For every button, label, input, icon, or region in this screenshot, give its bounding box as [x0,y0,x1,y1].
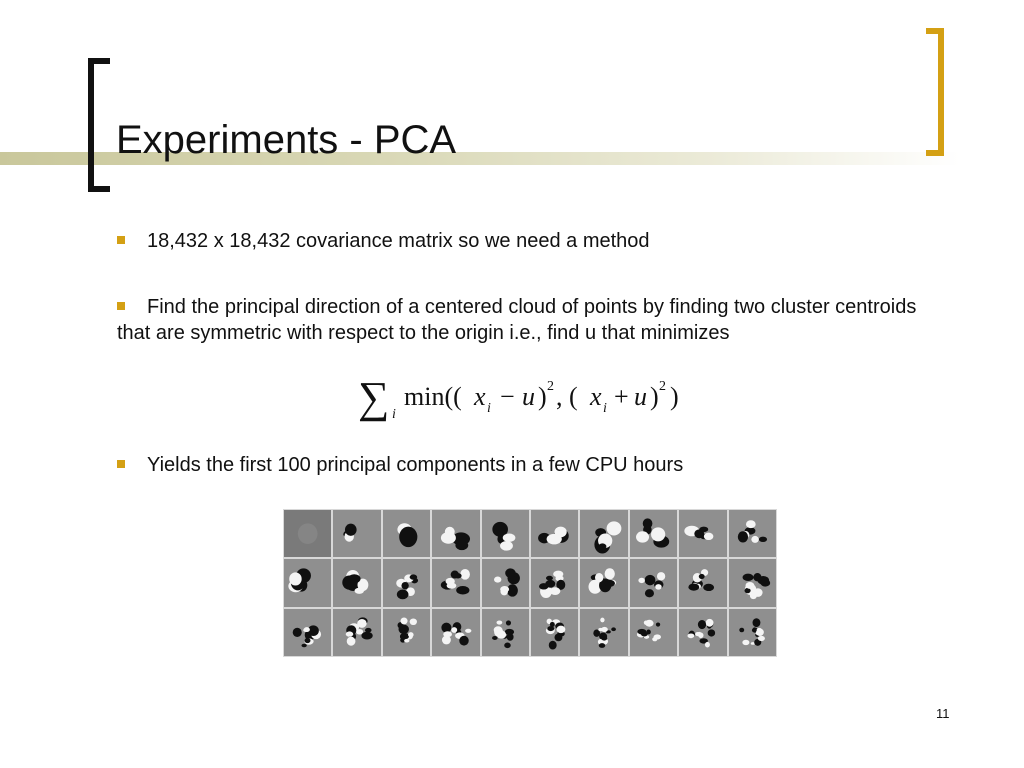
component-image [580,559,627,606]
component-tile [333,559,380,606]
component-tile [729,559,776,606]
formula-x2: x [590,382,602,411]
light-blob [742,639,749,644]
dark-blob [305,638,311,643]
component-image [383,510,430,557]
formula-close2: ) [650,382,659,411]
light-blob [636,531,649,542]
light-blob [289,573,301,586]
tile-background [432,559,479,606]
component-tile [383,609,430,656]
light-blob [746,520,756,528]
square-bullet-icon [117,302,125,310]
dark-blob [708,629,716,636]
component-tile [679,510,726,557]
component-tile [383,510,430,557]
formula-exp1: 2 [547,379,554,394]
dark-blob [605,580,615,587]
dark-blob [401,582,408,589]
light-blob [304,627,310,632]
component-tile [284,559,331,606]
component-tile [679,559,726,606]
bullet-text-2: Find the principal direction of a centered cloud of points by finding two cluster centroids that are symmetric with respect to the origin i.e., find u that minimizes [117,296,917,344]
component-image [679,510,726,557]
bullet-text-1: 18,432 x 18,432 covariance matrix so we need a method [147,230,650,252]
dark-blob [293,627,302,636]
component-image [580,609,627,656]
dark-blob [456,586,469,594]
light-blob [553,571,563,578]
dark-blob [456,540,469,550]
component-tile [679,609,726,656]
dark-blob [645,575,656,585]
dark-blob [759,537,767,542]
dark-blob [409,575,417,580]
dark-blob [362,631,373,639]
light-blob [445,527,455,537]
tile-background [333,510,380,557]
light-blob [408,632,414,637]
component-image [729,559,776,606]
dark-blob [752,627,756,632]
component-image [383,609,430,656]
dark-blob [698,620,706,629]
right-bracket-decoration [926,28,944,156]
component-tile [432,559,479,606]
component-tile [531,609,578,656]
bullet-text-3: Yields the first 100 principal components in a few CPU hours [147,454,684,476]
component-image [630,609,677,656]
tile-background [531,609,578,656]
dark-blob [455,573,462,578]
component-tile [482,609,529,656]
formula-minus: − [500,382,515,411]
component-image [482,609,529,656]
page-number: 11 [936,706,950,721]
formula-u1: u [522,382,535,411]
dark-blob [752,618,760,627]
light-blob [443,631,452,637]
component-image [531,510,578,557]
light-blob [500,588,508,595]
component-tile [580,510,627,557]
tile-background [679,609,726,656]
component-image [432,609,479,656]
light-blob [655,584,662,590]
dark-blob [504,629,513,635]
component-image [482,559,529,606]
component-image [679,559,726,606]
component-tile [630,609,677,656]
tile-background [630,609,677,656]
principal-components-figure [283,509,777,657]
light-blob [400,617,407,624]
component-tile [432,510,479,557]
light-blob [601,617,605,622]
dark-blob [602,636,608,641]
light-blob [355,588,364,594]
component-image [284,609,331,656]
component-image [531,559,578,606]
tile-background [729,609,776,656]
component-image [729,609,776,656]
light-blob [745,582,754,589]
dark-blob [549,640,557,649]
light-blob [409,618,416,625]
component-tile [432,609,479,656]
dark-blob [689,584,700,591]
component-image [284,510,331,557]
light-blob [496,620,502,624]
dark-blob [547,626,554,631]
component-image [432,559,479,606]
minimization-formula [358,368,698,424]
light-blob [749,592,756,599]
dark-blob [737,531,747,542]
light-blob [706,619,714,627]
component-image [284,559,331,606]
dark-blob [348,575,361,584]
dark-blob [505,620,510,625]
dark-blob [742,574,753,581]
component-image [630,559,677,606]
light-blob [751,536,759,543]
dark-blob [612,627,617,631]
light-blob [460,569,470,580]
dark-blob [554,633,562,641]
dark-blob [397,590,409,600]
light-blob [595,573,603,582]
component-tile [531,510,578,557]
light-blob [347,636,356,645]
sum-index: i [392,407,396,422]
formula-final: ) [670,382,679,411]
component-image [333,609,380,656]
light-blob [494,627,503,636]
formula-exp2: 2 [659,379,666,394]
tile-background [482,559,529,606]
component-tile [729,609,776,656]
light-blob [358,619,367,628]
dark-blob [700,527,709,533]
dark-blob [703,584,714,591]
component-tile [284,609,331,656]
dark-blob [699,574,705,579]
square-bullet-icon [117,236,125,244]
light-blob [451,627,457,633]
light-blob [605,569,615,580]
component-tile [630,559,677,606]
dark-blob [504,642,511,648]
light-blob [638,578,645,583]
light-blob [404,638,409,642]
light-blob [705,642,710,648]
bullet-item-1 [117,228,650,254]
dark-blob [301,643,306,646]
component-image [482,510,529,557]
dark-blob [739,627,744,632]
light-blob [446,578,455,585]
dark-blob [442,622,452,632]
light-blob [500,541,513,551]
light-blob [699,632,704,638]
light-blob [465,628,471,632]
light-blob [346,631,354,636]
dark-blob [645,589,654,597]
tile-background [679,559,726,606]
component-image [729,510,776,557]
component-tile [383,559,430,606]
formula-u2: u [634,382,647,411]
light-blob [644,620,649,624]
dark-blob [643,518,653,528]
dark-blob [641,631,648,636]
component-tile [482,559,529,606]
light-blob [599,628,603,631]
component-tile [482,510,529,557]
component-image [383,559,430,606]
dark-blob [505,569,515,578]
component-image [679,609,726,656]
dark-blob [399,527,417,548]
component-tile [580,609,627,656]
light-blob [688,633,695,638]
formula-sub2: i [603,401,607,416]
light-blob [550,588,560,596]
formula-min: min(( [404,382,462,411]
light-blob [494,577,501,583]
light-blob [651,527,665,541]
slide-title: Experiments - PCA [116,118,457,162]
dark-blob [656,622,660,626]
light-blob [356,629,363,635]
component-image [630,510,677,557]
dark-blob [492,636,498,640]
dark-blob [753,573,761,581]
formula-x1: x [474,382,486,411]
dark-blob [510,577,519,584]
dark-blob [760,580,770,587]
component-image [580,510,627,557]
component-image [432,510,479,557]
component-tile [630,510,677,557]
dark-blob [545,580,555,588]
bullet-item-3 [117,452,683,478]
tile-background [432,510,479,557]
formula-close1: ) [538,382,547,411]
light-blob [653,634,661,639]
component-tile [333,609,380,656]
dark-blob [546,576,553,581]
sum-symbol: ∑ [358,373,390,422]
square-bullet-icon [117,460,125,468]
formula-sub1: i [487,401,491,416]
light-blob [756,628,764,635]
light-blob [757,636,764,641]
component-image [333,510,380,557]
dark-blob [599,543,607,549]
component-tile [333,510,380,557]
formula-plus: + [614,382,629,411]
component-tile [284,510,331,557]
light-blob [502,534,515,542]
component-tile [729,510,776,557]
light-blob [556,625,565,632]
dark-blob [599,643,606,648]
light-blob [547,534,562,544]
mean-blob [298,523,318,544]
left-bracket-decoration [88,58,110,192]
formula-comma: , ( [556,382,578,411]
tile-background [432,609,479,656]
dark-blob [345,524,357,536]
component-image [531,609,578,656]
bullet-item-2 [117,294,947,346]
light-blob [657,572,665,580]
component-tile [531,559,578,606]
light-blob [607,521,622,535]
light-blob [704,533,713,540]
component-image [333,559,380,606]
component-tile [580,559,627,606]
dark-blob [459,635,468,645]
